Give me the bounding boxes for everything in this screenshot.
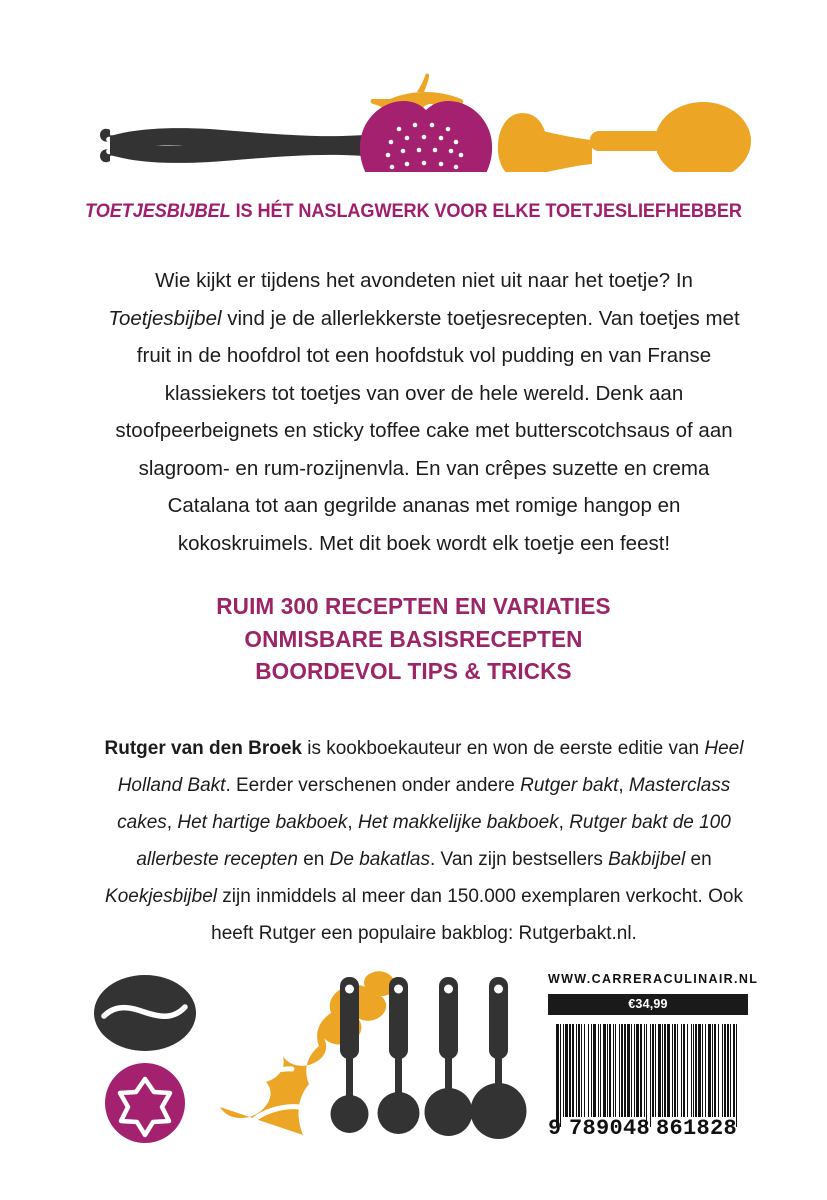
bio-book-6: De bakatlas	[329, 849, 430, 870]
bio-seg-9: en	[685, 849, 712, 870]
blurb-part-2: vind je de allerlekkerste toetjesrecepten. Van toetjes met fruit in de hoofdrol tot een hoofdstuk vol pudding en van Franse klassiekers tot toetjes van over de hele wereld. Denk aan stoofpeerbeignets en sticky toffee cake met butterscotchsaus of aan slagroom- en rum-rozijnenvla. En van crêpes suzette en crema Catalana tot aan gegrilde ananas met romige hangop en kokoskruimels. Met dit boek wordt elk toetje een feest!	[115, 306, 740, 555]
measuring-spoon-3	[425, 977, 473, 1136]
bio-book-3: Het hartige bakboek	[177, 812, 348, 833]
selling-points	[17, 590, 811, 688]
bio-seg-6: ,	[558, 812, 570, 833]
isbn-group-2: 861828	[656, 1116, 738, 1141]
price-badge: €34,99	[548, 994, 748, 1015]
bio-seg-4: ,	[166, 812, 178, 833]
headline	[29, 200, 798, 223]
bio-seg-3: ,	[618, 775, 629, 796]
selling-point-3: BOORDEVOL TIPS & TRICKS	[255, 658, 572, 684]
author-name: Rutger van den Broek	[104, 738, 302, 759]
measuring-spoon-4	[471, 977, 527, 1139]
bio-book-2: Masterclass cakes	[117, 775, 731, 833]
author-bio	[104, 730, 744, 952]
bio-seg-10: zijn inmiddels al meer dan 150.000 exemplaren verkocht. Ook heeft Rutger een populaire bakblog: Rutgerbakt.nl.	[211, 886, 743, 944]
bio-book-1: Rutger bakt	[520, 775, 619, 796]
bio-show-title: Heel Holland Bakt	[117, 738, 744, 796]
barcode	[548, 1024, 748, 1142]
bio-seg-7: en	[297, 849, 330, 870]
coffee-bean-icon	[94, 975, 196, 1051]
selling-point-1: RUIM 300 RECEPTEN EN VARIATIES	[216, 593, 611, 619]
bio-seg-5: ,	[347, 812, 358, 833]
blurb-paragraph	[104, 262, 744, 562]
barcode-block	[548, 972, 759, 1142]
blurb-part-1: Wie kijkt er tijdens het avondeten niet uit naar het toetje? In	[155, 269, 693, 292]
bio-seg-8: . Van zijn bestsellers	[430, 849, 609, 870]
blurb-book-title: Toetjesbijbel	[108, 306, 222, 330]
strawberry-icon	[360, 73, 492, 172]
top-decoration-strip	[0, 52, 827, 172]
barcode-bars	[556, 1024, 740, 1117]
bio-book-4: Het makkelijke bakboek	[357, 812, 559, 833]
bio-seg-1: is kookboekauteur en won de eerste editie van	[301, 738, 705, 759]
isbn-lead-digit: 9	[548, 1116, 562, 1141]
headline-book-title: TOETJESBIJBEL	[85, 200, 231, 222]
bio-seg-2: . Eerder verschenen onder andere	[225, 775, 521, 796]
bio-book-7: Bakbijbel	[608, 849, 686, 870]
headline-rest: IS HÉT NASLAGWERK VOOR ELKE TOETJESLIEFHEBBER	[230, 200, 742, 222]
isbn-group-1: 789048	[569, 1116, 651, 1141]
spoon-icon	[498, 102, 751, 172]
selling-point-2: ONMISBARE BASISRECEPTEN	[244, 625, 583, 652]
bio-book-8: Koekjesbijbel	[105, 886, 217, 907]
bio-book-5: Rutger bakt de 100 allerbeste recepten	[136, 812, 731, 870]
publisher-website: WWW.CARRERACULINAIR.NL	[548, 972, 759, 986]
